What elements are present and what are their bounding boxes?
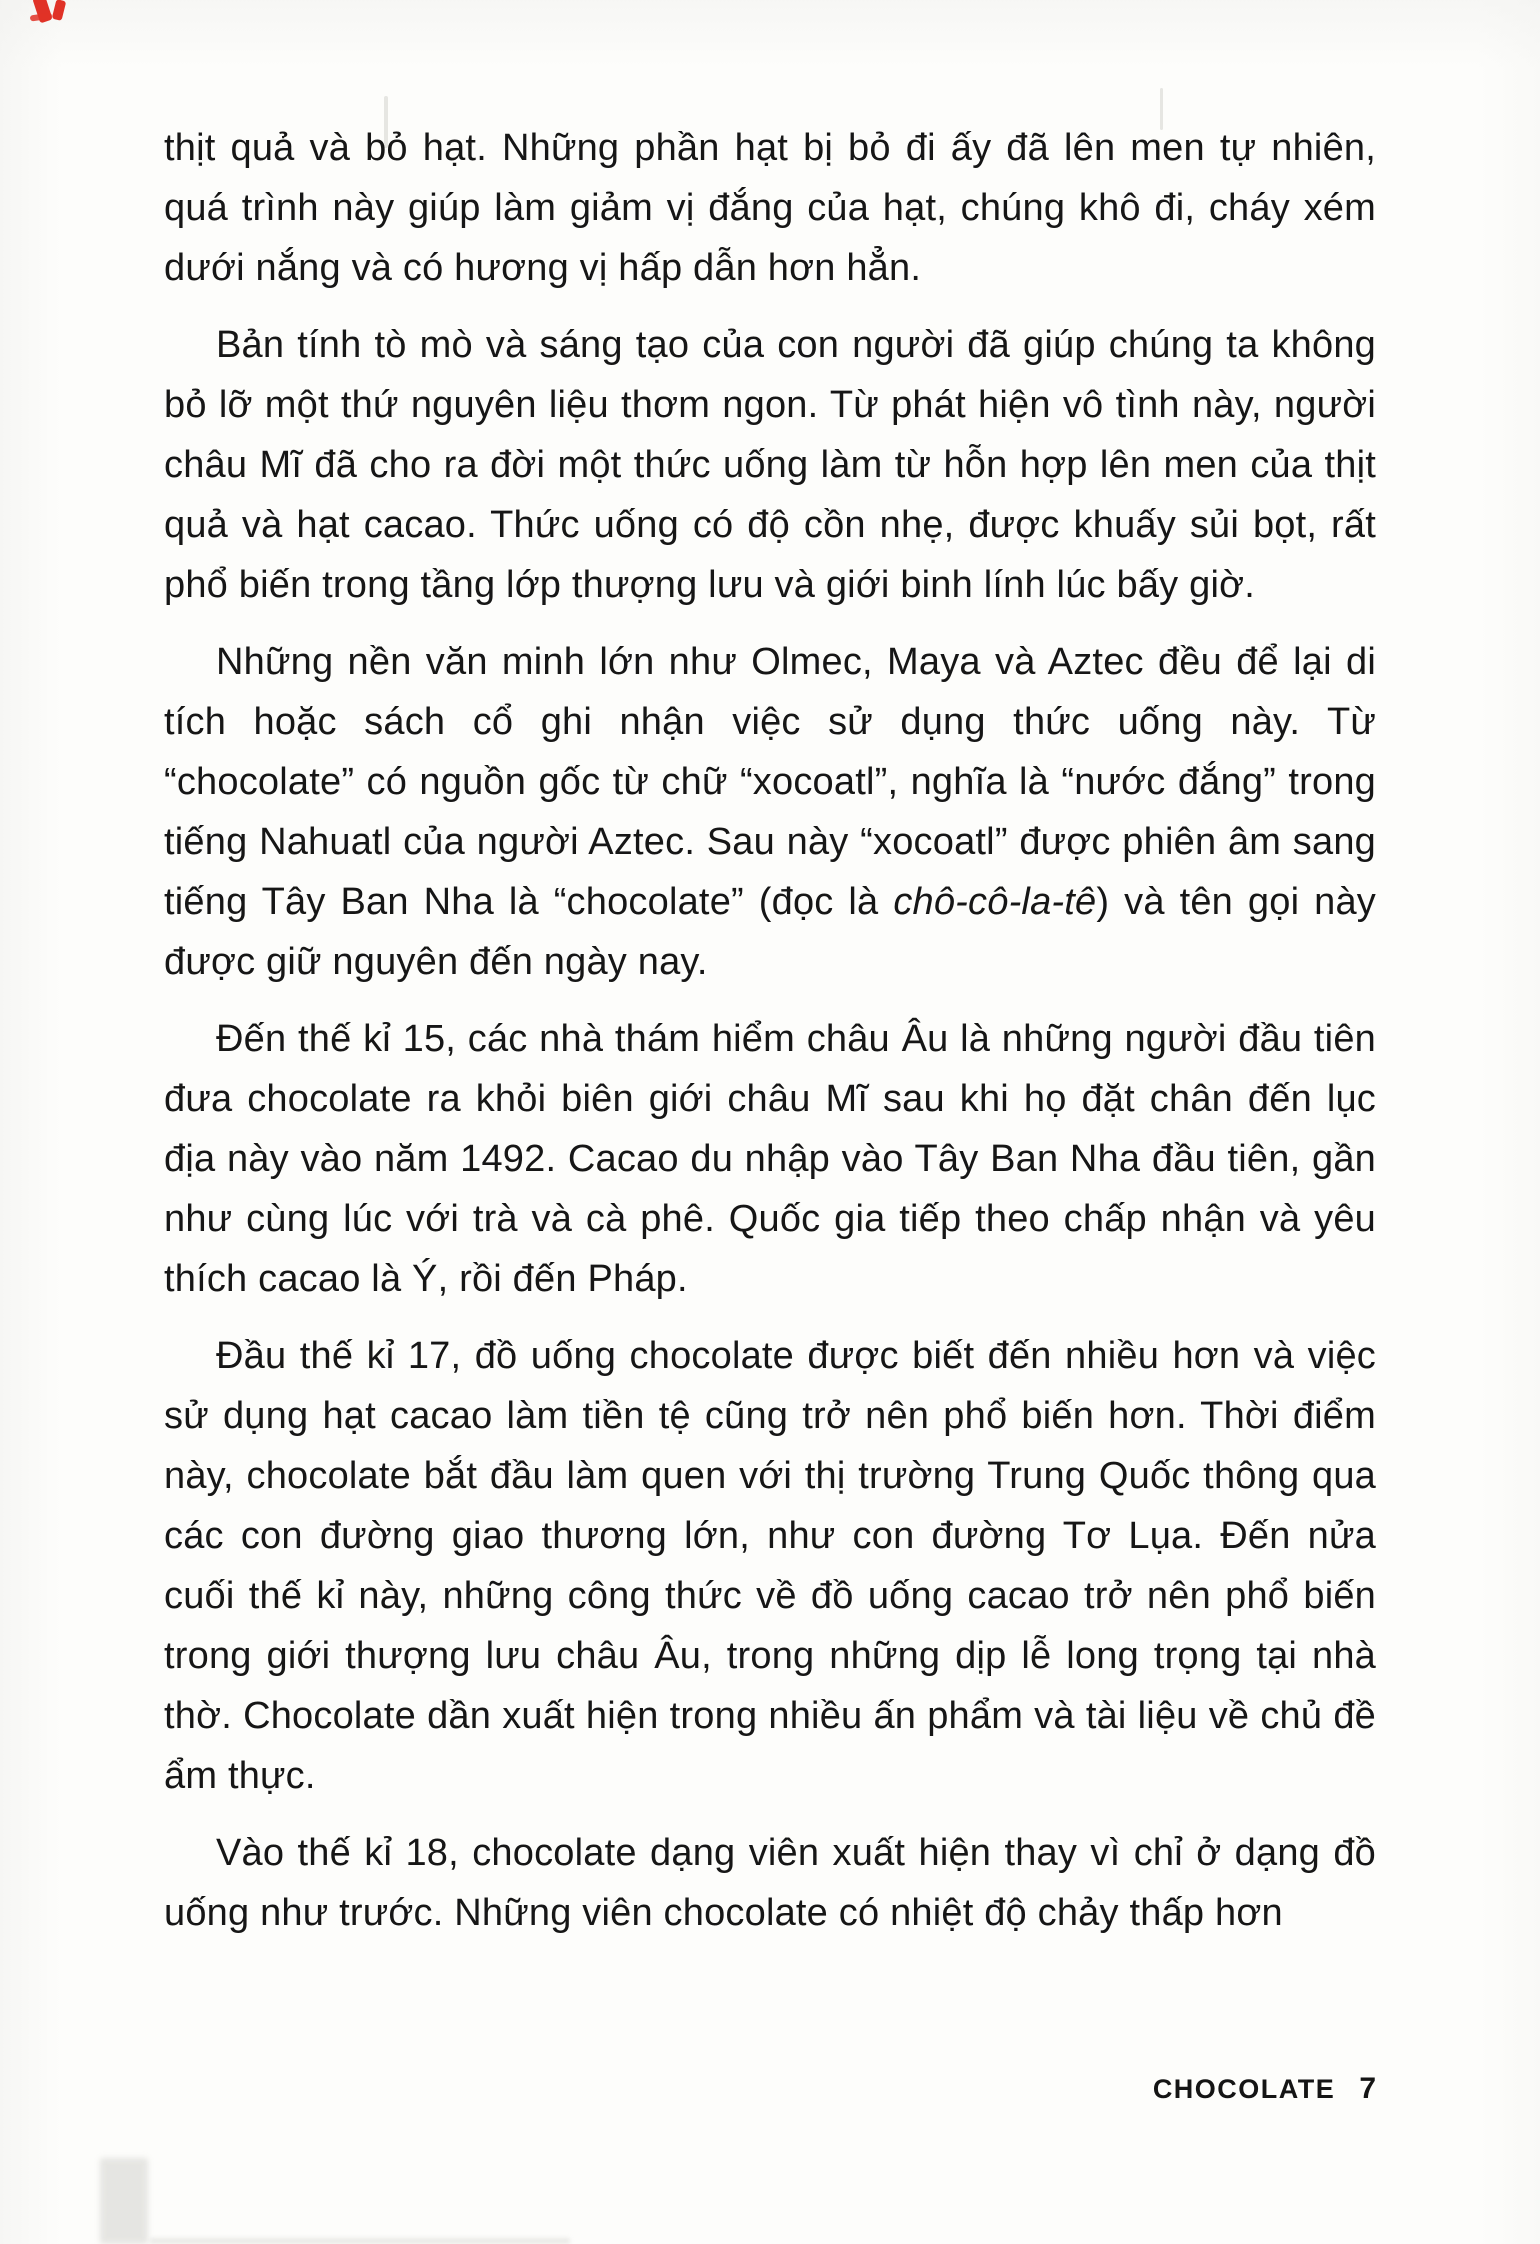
pronunciation-italic: chô-cô-la-tê	[893, 881, 1097, 923]
paragraph-text: ) và tên gọi này được giữ nguyên đến ngày nay.	[164, 881, 1376, 983]
paragraph-text: Vào thế kỉ 18, chocolate dạng viên xuất hiện thay vì chỉ ở dạng đồ uống như trước. Những viên chocolate có nhiệt độ chảy thấp hơn	[164, 1832, 1376, 1934]
paragraph	[164, 1823, 1376, 1943]
page-number: 7	[1359, 2072, 1376, 2105]
paragraph-text: Những nền văn minh lớn như Olmec, Maya và Aztec đều để lại di tích hoặc sách cổ ghi nhận việc sử dụng thức uống này. Từ “chocolate” có nguồn gốc từ chữ “xocoatl”, nghĩa là “nước đắng” trong tiếng Nahuatl của người Aztec. Sau này “xocoatl” được phiên âm sang tiếng Tây Ban Nha là “chocolate” (đọc là	[164, 641, 1376, 923]
page-text	[164, 118, 1376, 1943]
paragraph-text: thịt quả và bỏ hạt. Những phần hạt bị bỏ đi ấy đã lên men tự nhiên, quá trình này giúp làm giảm vị đắng của hạt, chúng khô đi, cháy xém dưới nắng và có hương vị hấp dẫn hơn hẳn.	[164, 127, 1376, 289]
red-pen-mark	[52, 0, 67, 21]
paragraph	[164, 632, 1376, 992]
running-title: CHOCOLATE	[1152, 2074, 1336, 2104]
scan-artifact	[100, 2158, 148, 2244]
paragraph	[164, 1009, 1376, 1309]
paragraph	[164, 315, 1376, 615]
page-footer	[1153, 2072, 1376, 2106]
paragraph-text: Bản tính tò mò và sáng tạo của con người đã giúp chúng ta không bỏ lỡ một thứ nguyên liệu thơm ngon. Từ phát hiện vô tình này, người châu Mĩ đã cho ra đời một thức uống làm từ hỗn hợp lên men của thịt quả và hạt cacao. Thức uống có độ cồn nhẹ, được khuấy sủi bọt, rất phổ biến trong tầng lớp thượng lưu và giới binh lính lúc bấy giờ.	[164, 324, 1376, 606]
paragraph-text: Đầu thế kỉ 17, đồ uống chocolate được biết đến nhiều hơn và việc sử dụng hạt cacao làm tiền tệ cũng trở nên phổ biến hơn. Thời điểm này, chocolate bắt đầu làm quen với thị trường Trung Quốc thông qua các con đường giao thương lớn, như con đường Tơ Lụa. Đến nửa cuối thế kỉ này, những công thức về đồ uống cacao trở nên phổ biến trong giới thượng lưu châu Âu, trong những dịp lễ long trọng tại nhà thờ. Chocolate dần xuất hiện trong nhiều ấn phẩm và tài liệu về chủ đề ẩm thực.	[164, 1335, 1376, 1797]
paragraph	[164, 1326, 1376, 1806]
paragraph	[164, 118, 1376, 298]
paragraph-text: Đến thế kỉ 15, các nhà thám hiểm châu Âu là những người đầu tiên đưa chocolate ra khỏi biên giới châu Mĩ sau khi họ đặt chân đến lục địa này vào năm 1492. Cacao du nhập vào Tây Ban Nha đầu tiên, gần như cùng lúc với trà và cà phê. Quốc gia tiếp theo chấp nhận và yêu thích cacao là Ý, rồi đến Pháp.	[164, 1018, 1376, 1300]
scan-artifact	[150, 2238, 570, 2244]
